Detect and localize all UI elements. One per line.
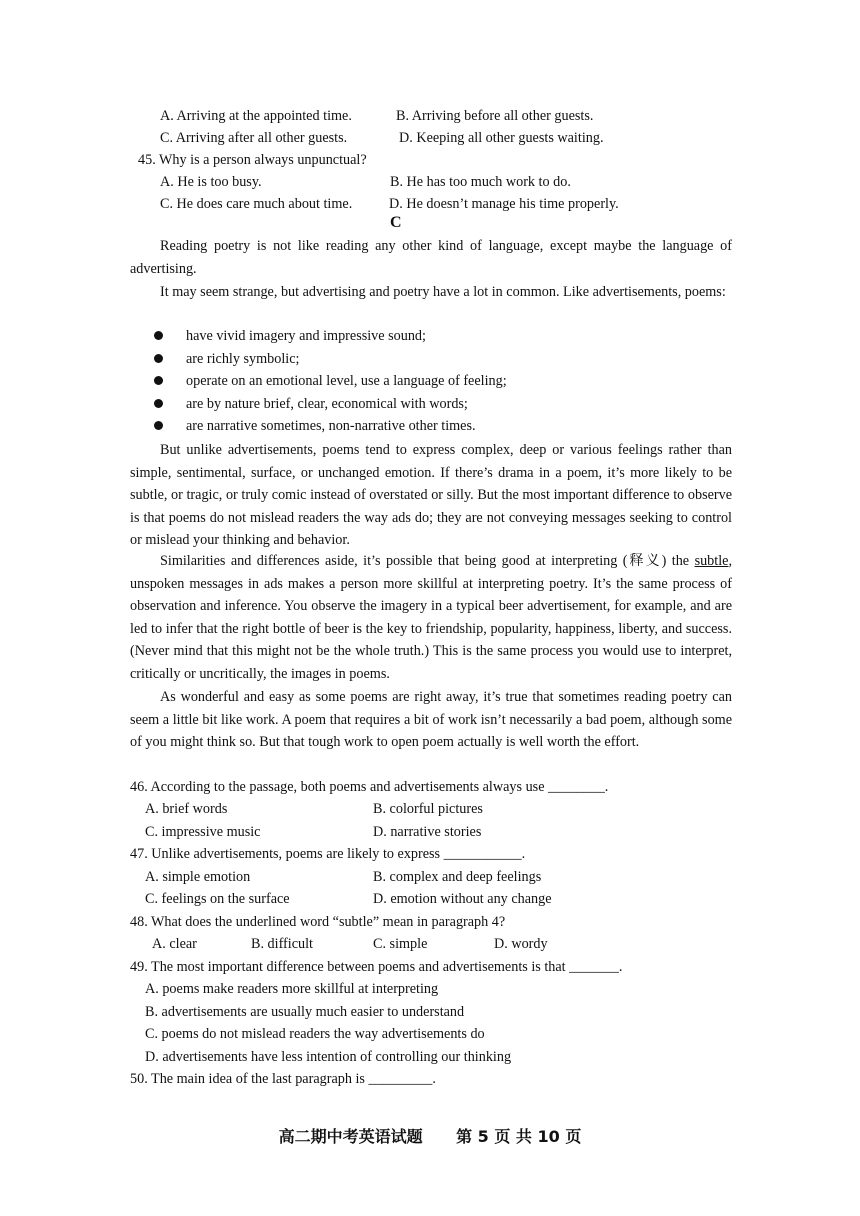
passage-paragraph-5: [130, 686, 732, 754]
q48-option-c: C. simple: [373, 936, 428, 952]
q48-option-d: D. wordy: [494, 936, 548, 952]
bullet-icon: [154, 331, 163, 340]
paragraph-4-text-end: , unspoken messages in ads makes a person more skillful at interpreting poetry. It’s the same process of observation and inference. You observe the imagery in a typical beer advertisement, for example, and are led to infer that the right bottle of beer is the key to friendship, popularity, happiness, liberty, and success. (Never mind that this might not be the whole truth.) This is the same process you would use to interpret, critically or uncritically, the images in poems.: [130, 553, 732, 682]
paragraph-2-text: It may seem strange, but advertising and poetry have a lot in common. Like advertisements, poems:: [160, 284, 726, 300]
q44-option-d: D. Keeping all other guests waiting.: [399, 130, 604, 146]
underlined-word: subtle: [694, 553, 729, 569]
q44-option-b: B. Arriving before all other guests.: [396, 108, 594, 124]
bullet-icon: [154, 399, 163, 408]
q48-option-b: B. difficult: [251, 936, 314, 952]
passage-paragraph-1: [130, 235, 732, 280]
q46-stem: 46. According to the passage, both poems and advertisements always use ________.: [130, 779, 609, 795]
q47-option-a: A. simple emotion: [145, 869, 251, 885]
section-heading: C: [390, 214, 402, 231]
paragraph-5-text: As wonderful and easy as some poems are right away, it’s true that sometimes reading poetry can seem a little bit like work. A poem that requires a bit of work isn’t necessarily a bad poem, although some of you might think so. But that tough work to open poem actually is well worth the effort.: [130, 689, 732, 751]
bullet-icon: [154, 376, 163, 385]
paragraph-4-text-start: Similarities and differences aside, it’s possible that being good at interpreting (释义) the: [160, 553, 695, 569]
q49-stem: 49. The most important difference between poems and advertisements is that _______.: [130, 959, 623, 975]
q46-option-b: B. colorful pictures: [373, 801, 483, 817]
q48-option-a: A. clear: [152, 936, 197, 952]
bullet-item: operate on an emotional level, use a language of feeling;: [186, 373, 507, 389]
q50-stem: 50. The main idea of the last paragraph is _________.: [130, 1071, 436, 1087]
passage-paragraph-2: [130, 281, 732, 304]
bullet-item: are narrative sometimes, non-narrative other times.: [186, 418, 476, 434]
q49-option-d: D. advertisements have less intention of controlling our thinking: [145, 1049, 512, 1065]
bullet-icon: [154, 354, 163, 363]
q45-option-a: A. He is too busy.: [160, 174, 262, 190]
q45-option-b: B. He has too much work to do.: [390, 174, 571, 190]
bullet-item: have vivid imagery and impressive sound;: [186, 328, 426, 344]
q44-option-a: A. Arriving at the appointed time.: [160, 108, 352, 124]
exam-title: 高二期中考英语试题: [278, 1127, 423, 1146]
q45-option-c: C. He does care much about time.: [160, 196, 353, 212]
passage-paragraph-3: [130, 439, 732, 552]
bullet-icon: [154, 421, 163, 430]
q47-stem: 47. Unlike advertisements, poems are likely to express ___________.: [130, 846, 526, 862]
bullet-item: are richly symbolic;: [186, 351, 300, 367]
q48-stem: 48. What does the underlined word “subtle” mean in paragraph 4?: [130, 914, 506, 930]
paragraph-1-text: Reading poetry is not like reading any other kind of language, except maybe the language of advertising.: [130, 238, 732, 277]
q44-option-c: C. Arriving after all other guests.: [160, 130, 348, 146]
q45-stem: 45. Why is a person always unpunctual?: [138, 152, 367, 168]
q45-option-d: D. He doesn’t manage his time properly.: [389, 196, 619, 212]
q49-option-b: B. advertisements are usually much easier to understand: [145, 1004, 465, 1020]
bullet-item: are by nature brief, clear, economical with words;: [186, 396, 468, 412]
q46-option-d: D. narrative stories: [373, 824, 482, 840]
paragraph-3-text: But unlike advertisements, poems tend to express complex, deep or various feelings rather than simple, sentimental, surface, or unchanged emotion. If there’s drama in a poem, it’s more likely to be subtle, or tragic, or truly comic instead of overstated or silly. But the most important difference to observe is that poems do not mislead readers the way ads do; they are not conveying messages seeking to control or mislead your thinking and behavior.: [130, 442, 732, 549]
q46-option-a: A. brief words: [145, 801, 228, 817]
q47-option-b: B. complex and deep feelings: [373, 869, 542, 885]
q46-option-c: C. impressive music: [145, 824, 261, 840]
page-footer: [0, 1124, 860, 1147]
page-number: 第 5 页 共 10 页: [456, 1127, 582, 1146]
passage-paragraph-4: [130, 550, 732, 686]
q49-option-c: C. poems do not mislead readers the way advertisements do: [145, 1026, 485, 1042]
q47-option-d: D. emotion without any change: [373, 891, 552, 907]
q49-option-a: A. poems make readers more skillful at interpreting: [145, 981, 439, 997]
q47-option-c: C. feelings on the surface: [145, 891, 290, 907]
